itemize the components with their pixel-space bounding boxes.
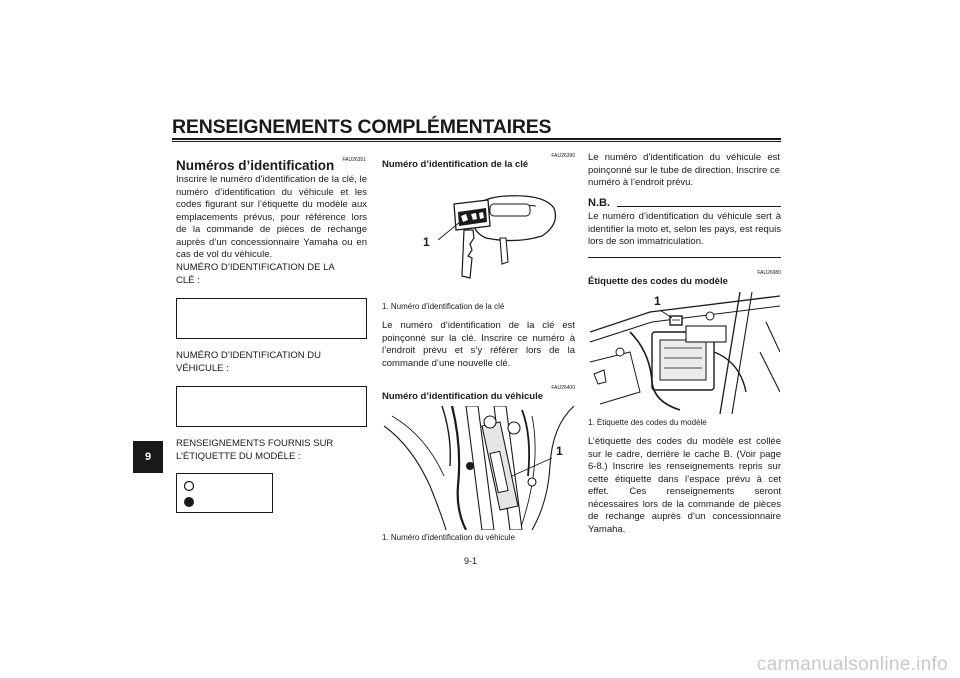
vin-section-code: FAU26400 (551, 385, 575, 391)
vin-entry-box[interactable] (176, 386, 367, 427)
model-label-line1: RENSEIGNEMENTS FOURNIS SUR (176, 438, 334, 449)
vin-label-line1: NUMÉRO D’IDENTIFICATION DU (176, 350, 321, 361)
model-code-entry-box[interactable] (176, 473, 273, 513)
key-number-label-line2: CLÉ : (176, 275, 200, 286)
key-section-heading: Numéro d’identification de la clé (382, 159, 529, 170)
page-title: RENSEIGNEMENTS COMPLÉMENTAIRES (172, 116, 552, 138)
key-paragraph: Le numéro d’identification de la clé est poinçonné sur la clé. Inscrire ce numéro à l’endroit prévu et s’y référer lors de la commande d’une nouvelle clé. (382, 320, 575, 369)
section-heading: Numéros d’identification (176, 158, 335, 173)
frame-drawing (590, 292, 780, 414)
intro-paragraph: Inscrire le numéro d’identification de la clé, le numéro d’identification du véhicule et les codes figurant sur l’étiquette du modèle aux emplacements prévus, pour référence lors de la commande de pièces de rechange auprès d’un concessionnaire Yamaha ou en cas de vol du véhicule. (176, 174, 367, 260)
model-label-line2: L’ÉTIQUETTE DU MODÈLE : (176, 451, 301, 462)
model-box-symbols (177, 474, 272, 512)
label-section-code: FAU26980 (757, 270, 781, 276)
empty-circle-icon (185, 482, 194, 491)
section-code: FAU26351 (342, 157, 366, 163)
label-section-heading: Étiquette des codes du modèle (588, 276, 728, 287)
model-label-illustration (590, 292, 780, 414)
note-paragraph: Le numéro d’identification du véhicule sert à identifier la moto et, selon les pays, est requis lors de son immatriculation. (588, 211, 781, 247)
key-caption: 1. Numéro d’identification de la clé (382, 302, 505, 311)
key-number-label-line1: NUMÉRO D’IDENTIFICATION DE LA (176, 262, 335, 273)
filled-circle-icon (184, 497, 194, 507)
vin-caption: 1. Numéro d’identification du véhicule (382, 533, 515, 542)
note-top-rule (617, 206, 781, 207)
label-callout-number: 1 (654, 294, 661, 308)
vin-illustration (382, 406, 574, 530)
steering-head-drawing (382, 406, 574, 530)
vin-callout-number: 1 (556, 444, 563, 458)
key-section-code: FAU26390 (551, 153, 575, 159)
note-title: N.B. (588, 197, 610, 209)
note-bottom-rule (588, 257, 781, 258)
key-illustration (416, 186, 566, 286)
title-rule (172, 138, 781, 140)
vin-location-paragraph: Le numéro d’identification du véhicule est poinçonné sur le tube de direction. Inscrire ce numéro à l’endroit prévu. (588, 152, 780, 188)
key-drawing (416, 186, 566, 286)
label-caption: 1. Étiquette des codes du modèle (588, 418, 707, 427)
vin-label-line2: VÉHICULE : (176, 363, 229, 374)
vin-section-heading: Numéro d’identification du véhicule (382, 391, 543, 402)
page-number: 9-1 (464, 556, 478, 566)
title-rule-thin (172, 141, 781, 142)
key-callout-number: 1 (423, 235, 430, 249)
watermark-text: carmanualsonline.info (756, 654, 948, 675)
label-paragraph: L’étiquette des codes du modèle est collée sur le cadre, derrière le cache B. (Voir page 6-8.) Inscrire les renseignements repris sur cette étiquette dans l’espace prévu à cet effet. Ces renseignements seront nécessaires lors de la commande de pièces de rechange auprès d’un concessionnaire Yamaha. (588, 436, 781, 535)
chapter-tab: 9 (133, 441, 163, 473)
key-number-entry-box[interactable] (176, 298, 367, 339)
